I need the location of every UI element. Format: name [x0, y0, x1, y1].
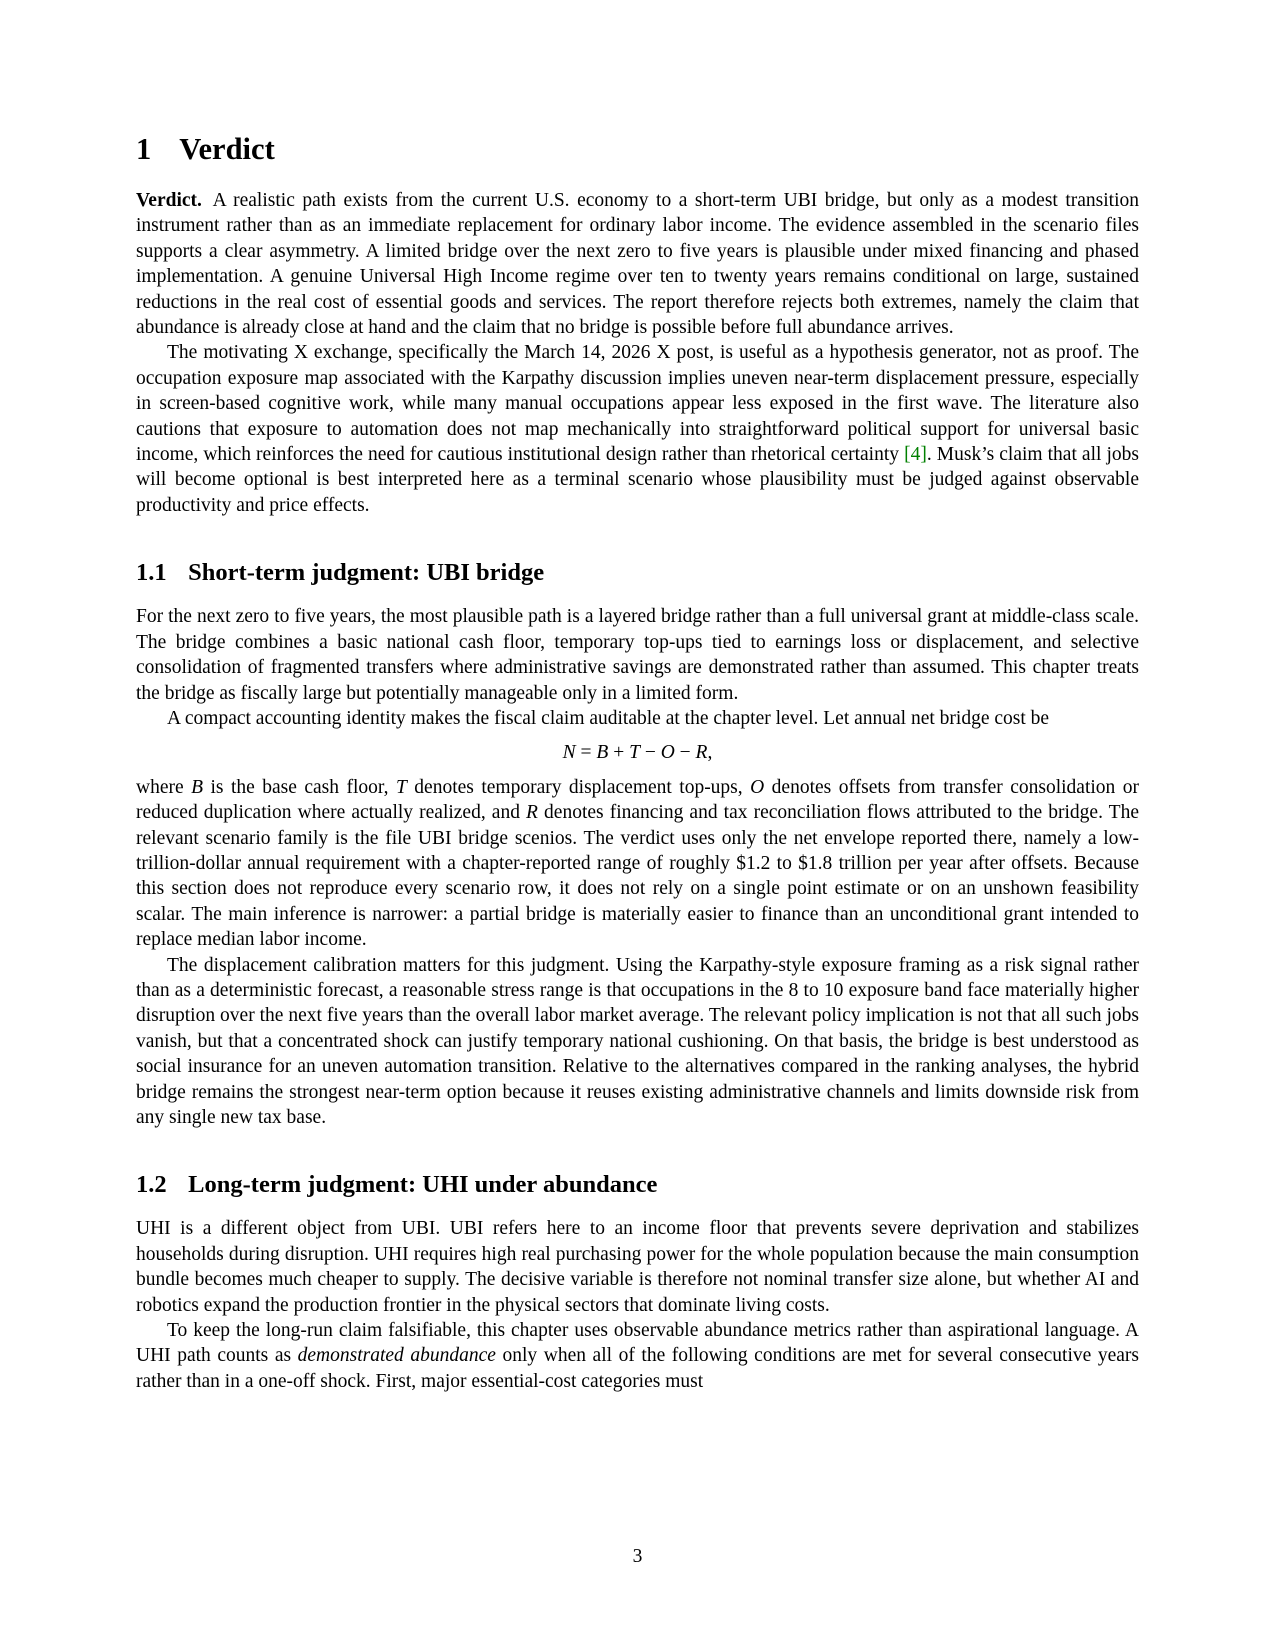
italic-run: R	[695, 742, 708, 764]
italic-run: T	[629, 742, 640, 764]
italic-run: O	[750, 776, 765, 798]
heading-number: 1.2	[136, 1171, 167, 1199]
document-body	[136, 131, 1139, 1394]
text-run: UHI is a different object from UBI. UBI refers here to an income floor that prevents severe deprivation and stabilizes households during disruption. UHI requires high real purchasing power for the whole population because the main consumption bundle becomes much cheaper to supply. The decisive variable is therefore not nominal transfer size alone, but whether AI and robotics expand the production frontier in the physical sectors that dominate living costs.	[136, 1218, 1139, 1316]
paragraph	[136, 775, 1139, 953]
italic-run: T	[395, 776, 407, 798]
text-run: The displacement calibration matters for this judgment. Using the Karpathy-style exposure framing as a risk signal rather than as a deterministic forecast, a reasonable stress range is that occupations in the 8 to 10 exposure band face materially higher disruption over the next five years than the overall labor market average. The relevant policy implication is not that all such jobs vanish, but that a concentrated shock can justify temporary national cushioning. On that basis, the bridge is best understood as social insurance for an uneven automation transition. Relative to the alternatives compared in the ranking analyses, the hybrid bridge remains the strongest near-term option because it reuses existing administrative channels and limits downside risk from any single new tax base.	[136, 954, 1139, 1128]
heading-number: 1	[136, 132, 152, 166]
text-run: −	[639, 742, 661, 764]
paragraph	[136, 706, 1139, 731]
text-run: A compact accounting identity makes the fiscal claim auditable at the chapter level. Let annual net bridge cost be	[167, 707, 1050, 729]
display-equation	[136, 740, 1139, 765]
italic-run: R	[526, 802, 538, 824]
italic-run: B	[596, 742, 609, 764]
page-number: 3	[632, 1546, 643, 1567]
text-run: =	[575, 742, 597, 764]
heading-title: Long-term judgment: UHI under abundance	[188, 1171, 658, 1199]
text-run: +	[608, 742, 630, 764]
paragraph	[136, 340, 1139, 518]
text-run: For the next zero to five years, the most plausible path is a layered bridge rather than a full universal grant at middle-class scale. The bridge combines a basic national cash floor, temporary top-ups tied to earnings loss or displacement, and selective consolidation of fragmented transfers where administrative savings are demonstrated rather than assumed. This chapter treats the bridge as fiscally large but potentially manageable only in a limited form.	[136, 606, 1139, 704]
text-run: denotes financing and tax reconciliation flows attributed to the bridge. The relevant scenario family is the file UBI bridge scenios. The verdict uses only the net envelope reported there, namely a low-trillion-dollar annual requirement with a chapter-reported range of roughly $1.2 to $1.8 trillion per year after offsets. Because this section does not reproduce every scenario row, it does not rely on a single point estimate or on an unshown feasibility scalar. The main inference is narrower: a partial bridge is materially easier to finance than an unconditional grant intended to replace median labor income.	[136, 802, 1139, 951]
citation-link[interactable]: [4]	[904, 444, 927, 466]
bold-run: Verdict.	[136, 190, 202, 211]
subsection-heading-1.2	[136, 1170, 1139, 1200]
paragraph	[136, 1216, 1139, 1318]
italic-run: demonstrated abundance	[297, 1345, 496, 1367]
paragraph	[136, 953, 1139, 1131]
text-run: A realistic path exists from the current U.S. economy to a short-term UBI bridge, but only as a modest transition instrument rather than as an immediate replacement for ordinary labor income. The evidence assembled in the scenario files supports a clear asymmetry. A limited bridge over the next zero to five years is plausible under mixed financing and phased implementation. A genuine Universal High Income regime over ten to twenty years remains conditional on large, sustained reductions in the real cost of essential goods and services. The report therefore rejects both extremes, namely the claim that abundance is already close at hand and the claim that no bridge is possible before full abundance arrives.	[136, 190, 1139, 339]
text-run: denotes offsets from transfer consolidation or reduced duplication where actually realized, and	[136, 776, 1139, 824]
text-run: where	[136, 776, 192, 798]
section-heading-1	[136, 131, 1139, 167]
text-run: . Musk’s claim that all jobs will become optional is best interpreted here as a terminal scenario whose plausibility must be judged against observable productivity and price effects.	[136, 444, 1139, 516]
text-run: To keep the long-run claim falsifiable, this chapter uses observable abundance metrics rather than aspirational language. A UHI path counts as	[136, 1320, 1139, 1367]
text-run: only when all of the following conditions are met for several consecutive years rather than in a one-off shock. First, major essential-cost categories must	[136, 1345, 1139, 1392]
paragraph	[136, 1318, 1139, 1394]
italic-run: B	[191, 776, 204, 798]
heading-number: 1.1	[136, 559, 167, 587]
text-run: is the base cash floor,	[203, 776, 396, 798]
paragraph	[136, 188, 1139, 340]
text-run: The motivating X exchange, specifically the March 14, 2026 X post, is useful as a hypothesis generator, not as proof. The occupation exposure map associated with the Karpathy discussion implies uneven near-term displacement pressure, especially in screen-based cognitive work, while many manual occupations appear less exposed in the first wave. The literature also cautions that exposure to automation does not map mechanically into straightforward political support for universal basic income, which reinforces the need for cautious institutional design rather than rhetorical certainty	[136, 342, 1139, 466]
text-run: denotes temporary displacement top-ups,	[406, 776, 751, 798]
heading-title: Short-term judgment: UBI bridge	[188, 559, 545, 587]
text-run: ,	[707, 742, 713, 764]
heading-title: Verdict	[179, 132, 275, 166]
paragraph	[136, 604, 1139, 706]
italic-run: O	[660, 742, 675, 764]
subsection-heading-1.1	[136, 558, 1139, 588]
italic-run: N	[562, 742, 576, 764]
text-run: −	[674, 742, 696, 764]
